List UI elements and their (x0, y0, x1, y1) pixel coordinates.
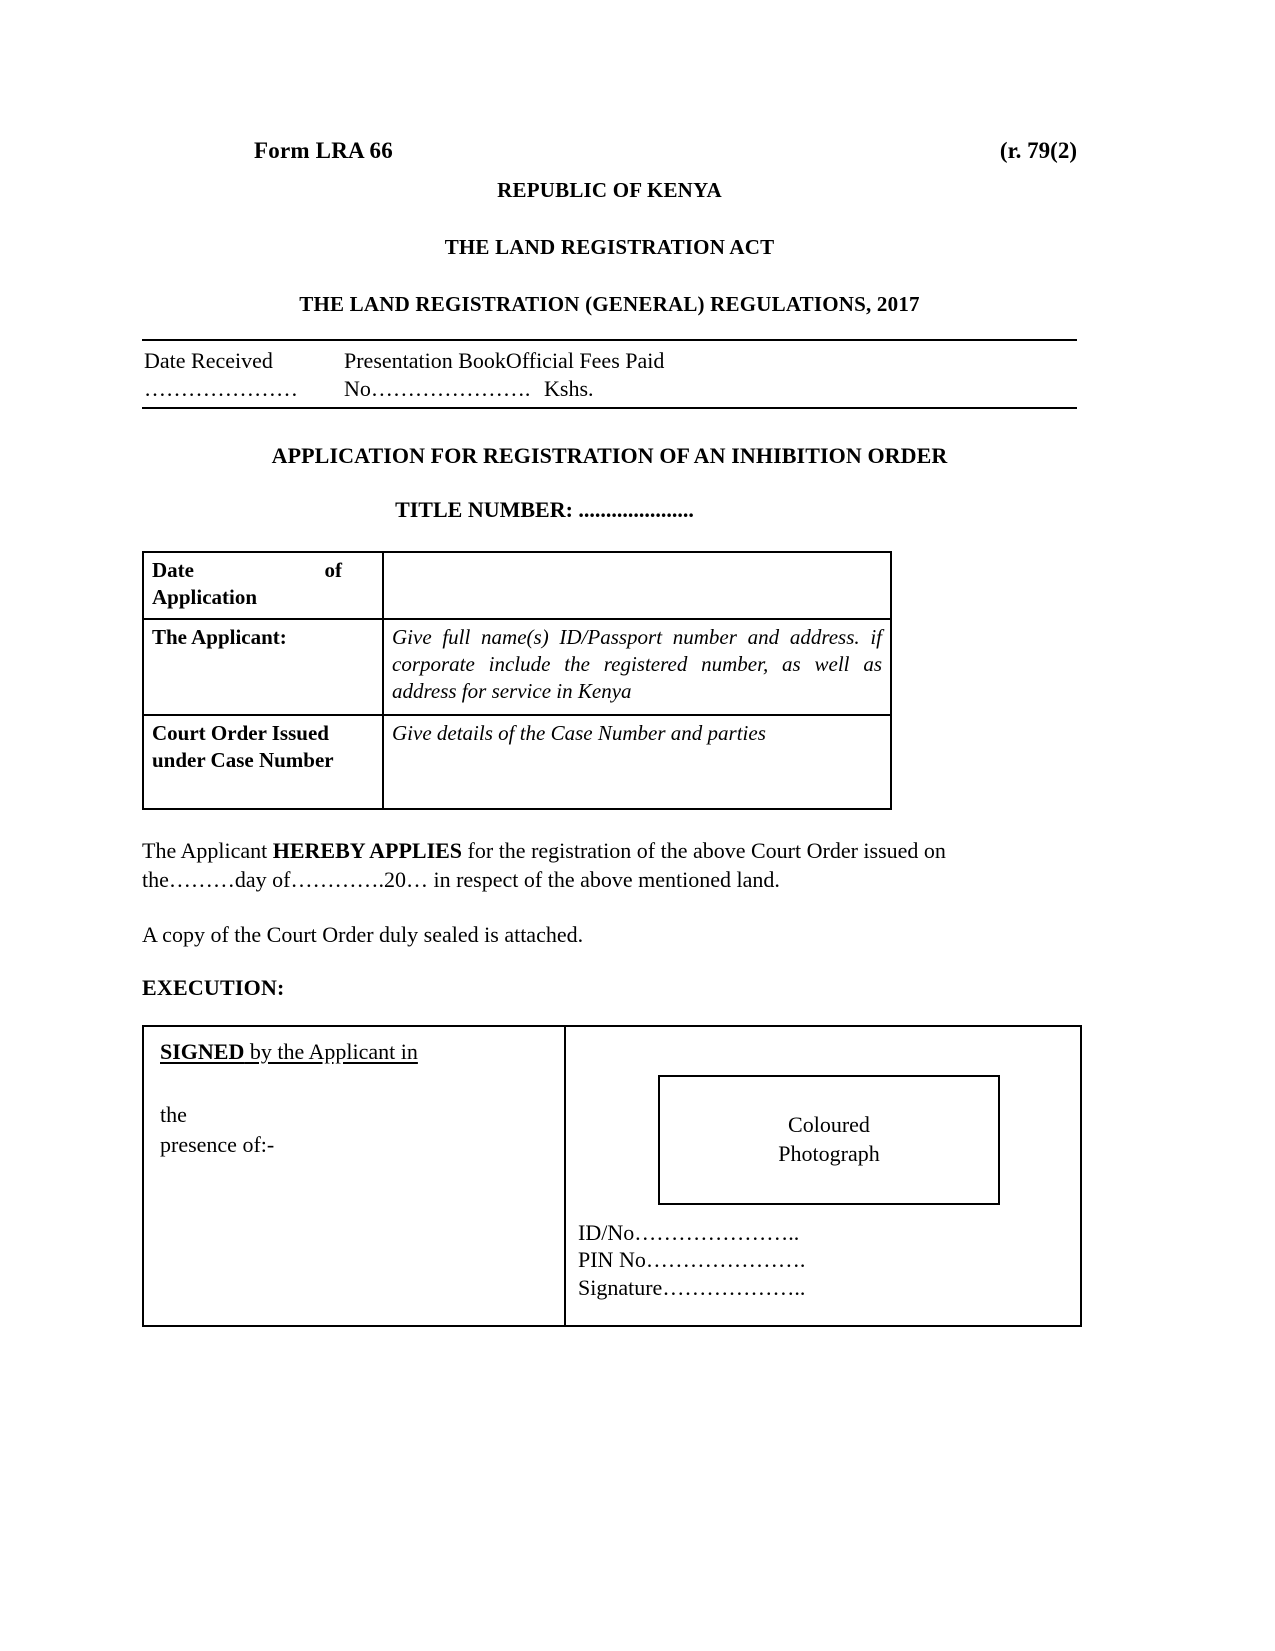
signed-rest-underlined: by the Applicant in (244, 1038, 418, 1064)
applies-suffix-text: for the registration of the above Court Order issued on the………day of………….20… in respect of the above mentioned land. (142, 837, 946, 892)
signed-word: SIGNED (160, 1038, 245, 1064)
act-heading: THE LAND REGISTRATION ACT (444, 235, 775, 259)
fees-kshs-label: Kshs. (544, 376, 594, 401)
signed-by-applicant-line (160, 1037, 564, 1067)
presentation-book-number-value[interactable]: No…………………. (344, 376, 531, 401)
page-title: APPLICATION FOR REGISTRATION OF AN INHIBITION ORDER (271, 443, 948, 468)
applies-prefix-text: The Applicant (142, 837, 273, 863)
receipt-values-row (142, 375, 1077, 403)
label-date-of-application (143, 552, 383, 619)
hereby-applies-paragraph (142, 836, 1037, 894)
presentation-book-fees-label: Presentation BookOfficial Fees Paid (344, 348, 665, 373)
photo-label-line-2: Photograph (778, 1140, 880, 1166)
execution-signature-cell[interactable] (144, 1027, 566, 1325)
date-received-label: Date Received (144, 348, 273, 373)
regulations-heading: THE LAND REGISTRATION (GENERAL) REGULATIONS, 2017 (299, 292, 920, 316)
signature-spacer (160, 1066, 564, 1100)
label-of-word: of (324, 558, 342, 582)
value-date-of-application[interactable] (383, 552, 891, 619)
label-date-word: Date (152, 558, 194, 582)
form-code: Form LRA 66 (254, 138, 393, 163)
label-court-order-case-number: Court Order Issued under Case Number (143, 715, 383, 809)
the-word-line: the (160, 1102, 187, 1128)
hereby-applies-bold: HEREBY APPLIES (272, 837, 463, 863)
receipt-labels-row (142, 347, 1077, 375)
date-received-value[interactable]: ………………… (144, 376, 298, 401)
receipt-details-block (142, 339, 1077, 409)
coloured-photograph-placeholder[interactable] (658, 1075, 1000, 1205)
label-the-applicant: The Applicant: (143, 619, 383, 715)
value-the-applicant[interactable]: Give full name(s) ID/Passport number and address. if corporate include the registered number, as well as address for service in Kenya (383, 619, 891, 715)
republic-heading: REPUBLIC OF KENYA (497, 178, 722, 202)
value-court-order-case-number[interactable]: Give details of the Case Number and parties (383, 715, 891, 809)
execution-identity-cell (566, 1027, 1080, 1325)
header-top-row (142, 138, 1077, 172)
copy-attached-paragraph: A copy of the Court Order duly sealed is attached. (142, 921, 584, 947)
identity-fields (578, 1219, 805, 1302)
document-content (142, 138, 1077, 1327)
table-row-date-of-application (143, 552, 891, 619)
photo-label-line-1: Coloured (788, 1112, 870, 1138)
id-number-field[interactable]: ID/No………………….. (578, 1219, 800, 1245)
label-application-word: Application (152, 585, 258, 610)
pin-number-field[interactable]: PIN No…………………. (578, 1247, 806, 1273)
execution-box (142, 1025, 1082, 1327)
table-row-applicant (143, 619, 891, 715)
rule-reference: (r. 79(2) (999, 138, 1077, 163)
table-row-court-order-case-number (143, 715, 891, 809)
presence-of-line: presence of:- (160, 1132, 275, 1158)
application-details-table (142, 551, 892, 810)
title-number-field[interactable]: TITLE NUMBER: ..................... (395, 497, 694, 522)
execution-heading: EXECUTION: (142, 974, 285, 1000)
signature-field[interactable]: Signature……………….. (578, 1274, 806, 1300)
